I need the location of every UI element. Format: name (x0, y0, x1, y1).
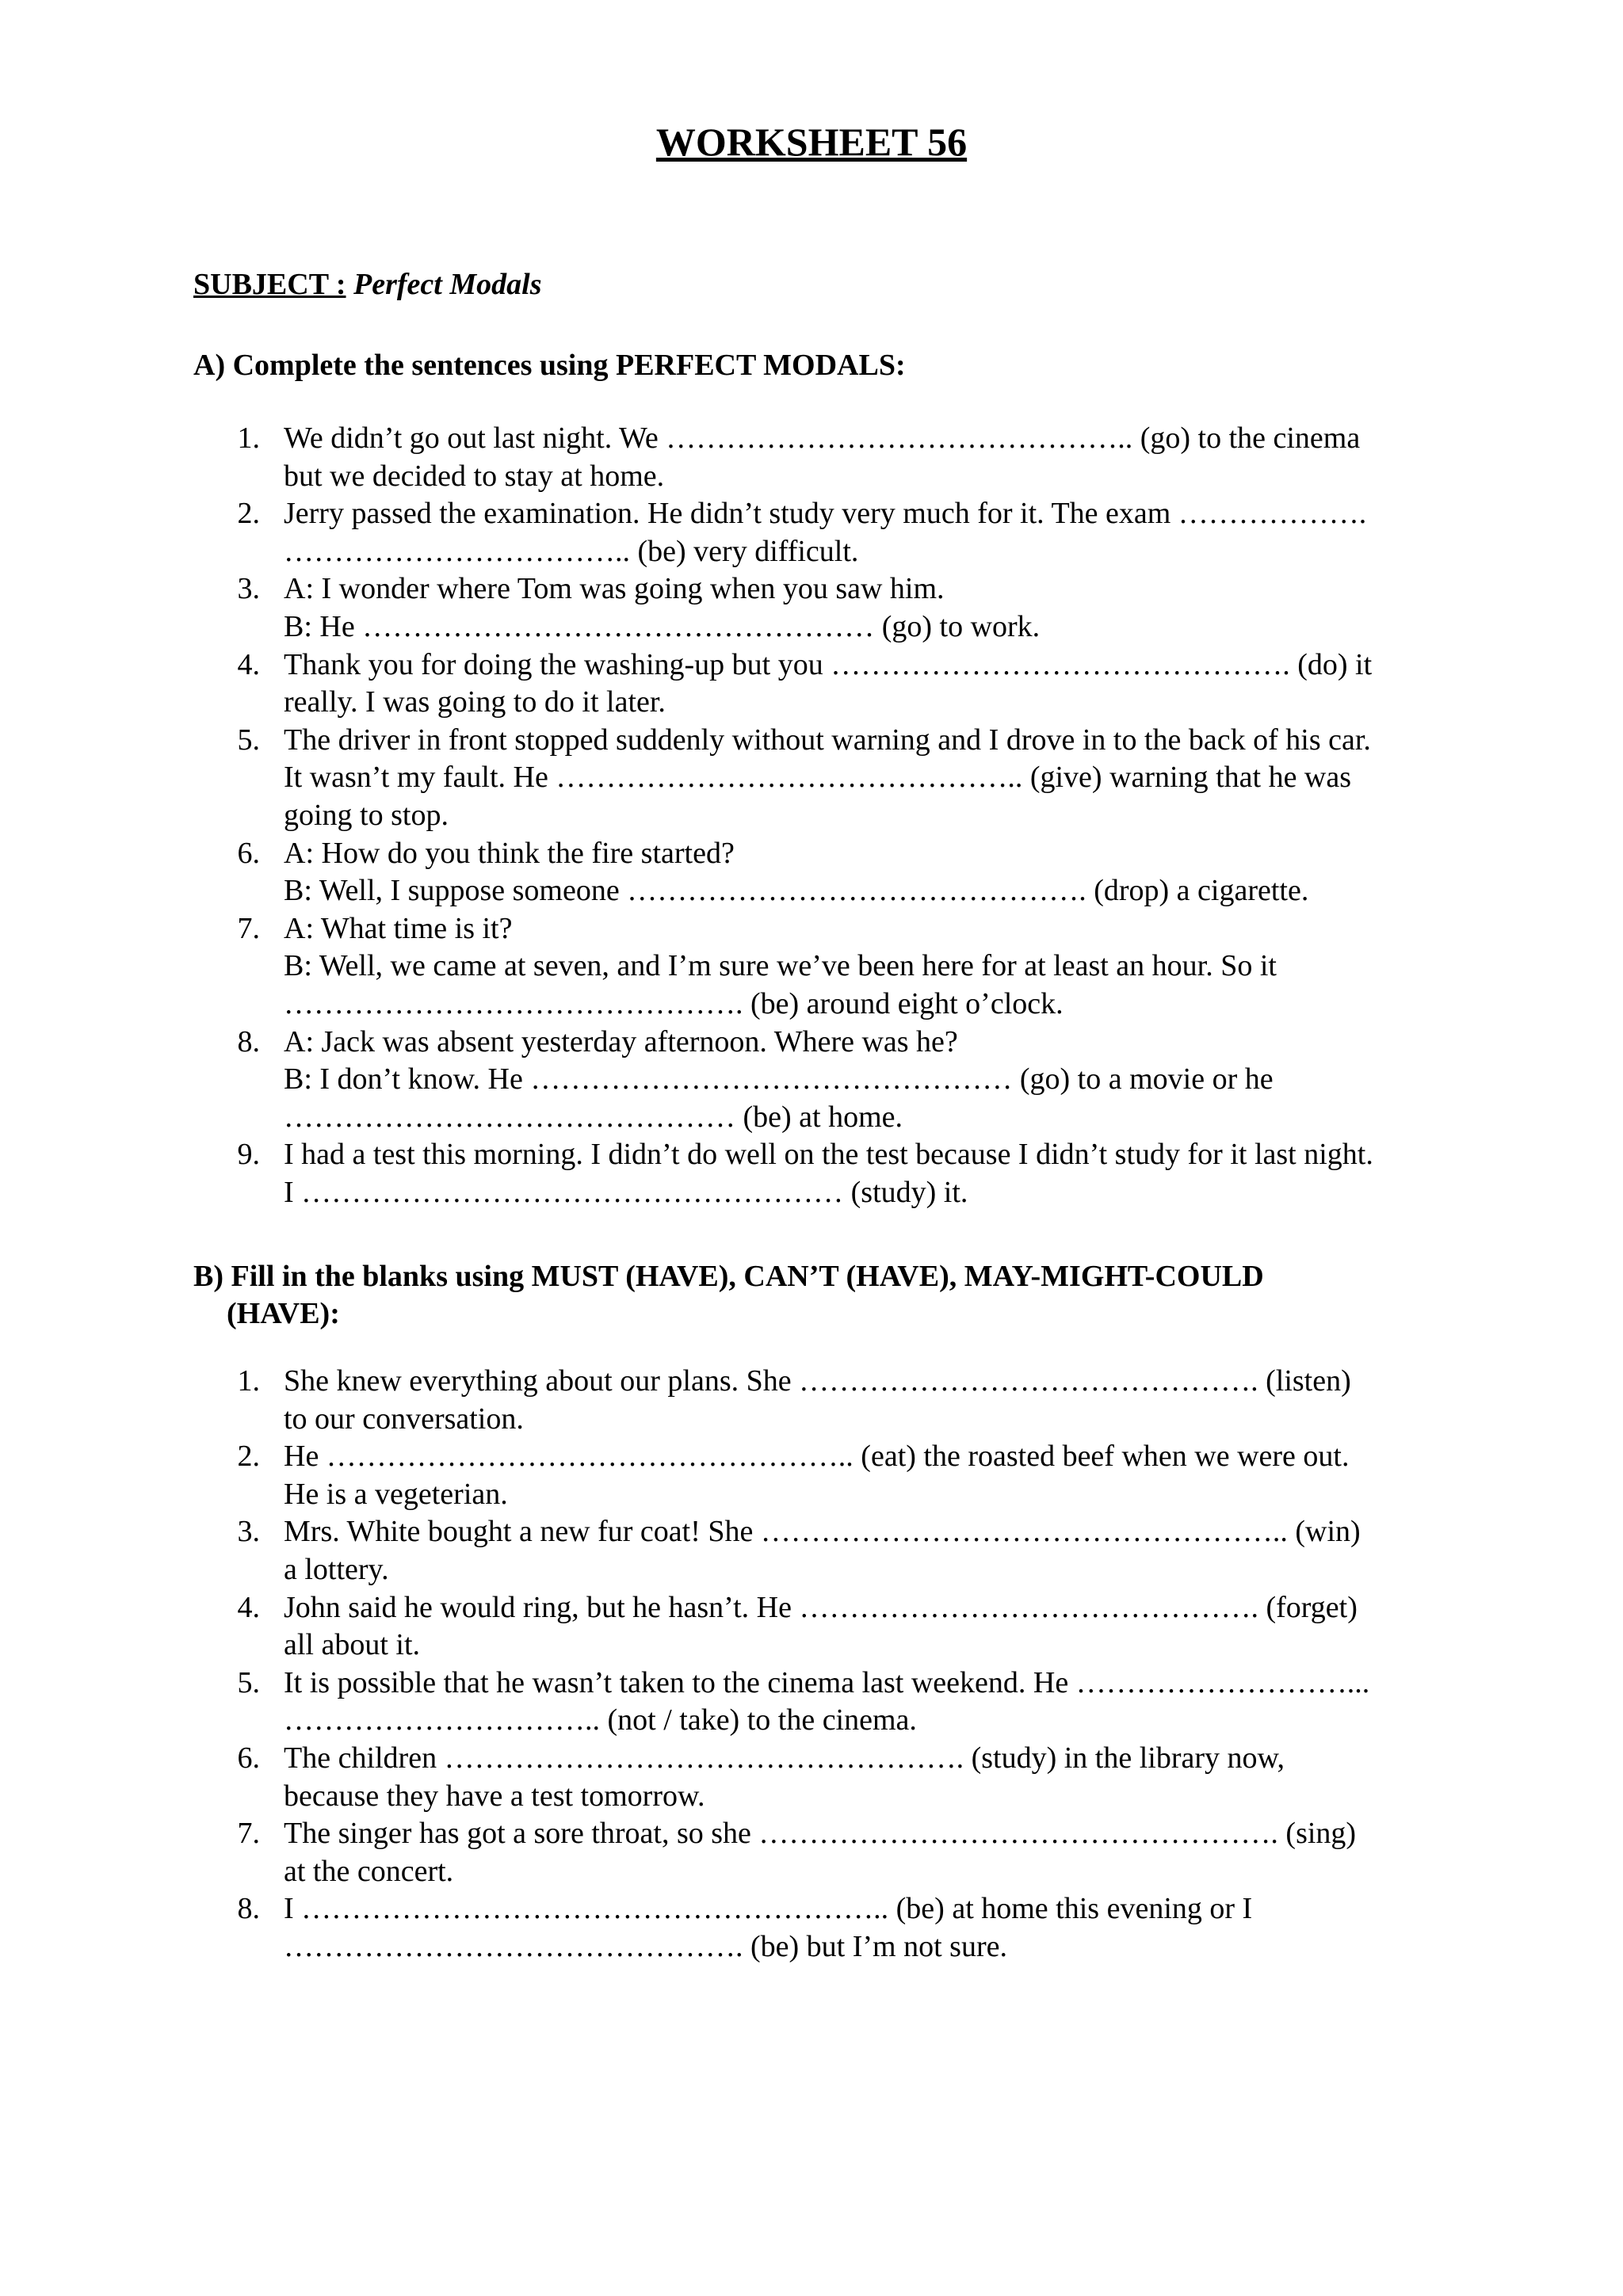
item-text (284, 1024, 1623, 1137)
item-number: 8. (237, 1892, 260, 1926)
item-text-line: Mrs. White bought a new fur coat! She …………………………………………….. (win) (284, 1515, 1361, 1549)
exercise-item (0, 495, 1623, 570)
item-text (284, 1438, 1623, 1513)
item-text-line: The children ……………………………………………. (study) in the library now, (284, 1741, 1285, 1775)
item-number: 4. (237, 647, 260, 681)
item-text-line: all about it. (284, 1628, 421, 1662)
item-text-line: She knew everything about our plans. She ………………………………………. (listen) (284, 1364, 1351, 1398)
item-text (284, 1665, 1623, 1740)
exercise-item (0, 420, 1623, 495)
item-text-line: A: Jack was absent yesterday afternoon. Where was he? (284, 1024, 958, 1058)
item-text-line: ………………………….. (not / take) to the cinema. (284, 1703, 917, 1737)
item-number: 5. (237, 723, 260, 757)
item-text (284, 1589, 1623, 1665)
exercise-item (0, 646, 1623, 722)
subject-value: Perfect Modals (353, 268, 542, 301)
exercise-item (0, 1815, 1623, 1890)
subject-label: SUBJECT : (193, 268, 346, 301)
item-text-line: Jerry passed the examination. He didn’t study very much for it. The exam ………………. (284, 497, 1367, 531)
exercise-item (0, 722, 1623, 835)
item-text (284, 1136, 1623, 1211)
section-b-heading-line1: B) Fill in the blanks using MUST (HAVE), CAN’T (HAVE), MAY-MIGHT-COULD (193, 1260, 1264, 1293)
item-text (284, 1513, 1623, 1589)
item-number: 1. (237, 1364, 260, 1398)
item-text-line: A: I wonder where Tom was going when you saw him. (284, 572, 945, 606)
section-b-heading (193, 1258, 1264, 1333)
item-number: 5. (237, 1665, 260, 1699)
item-text-line: A: How do you think the fire started? (284, 836, 735, 870)
item-text-line: B: Well, I suppose someone ………………………………………. (drop) a cigarette. (284, 874, 1309, 908)
section-a-heading: A) Complete the sentences using PERFECT MODALS: (193, 349, 906, 382)
item-text-line: It is possible that he wasn’t taken to the cinema last weekend. He ………………………... (284, 1665, 1370, 1699)
item-text-line: a lottery. (284, 1552, 389, 1586)
item-text-line: but we decided to stay at home. (284, 459, 665, 493)
item-text-line: He is a vegeterian. (284, 1477, 508, 1511)
item-text-line: I ………………………………………………….. (be) at home this evening or I (284, 1892, 1253, 1926)
item-text-line: B: He …………………………………………… (go) to work. (284, 609, 1041, 643)
item-text (284, 420, 1623, 495)
item-text-line: really. I was going to do it later. (284, 685, 666, 719)
page-title: WORKSHEET 56 (655, 120, 968, 164)
item-text-line: at the concert. (284, 1854, 454, 1888)
item-text-line: He …………………………………………….. (eat) the roasted beef when we were out. (284, 1440, 1350, 1474)
exercise-item (0, 1136, 1623, 1211)
section-b-heading-line2: (HAVE): (227, 1297, 340, 1330)
item-text (284, 835, 1623, 910)
item-text (284, 1890, 1623, 1966)
item-text (284, 570, 1623, 646)
item-text-line: John said he would ring, but he hasn’t. He ………………………………………. (forget) (284, 1590, 1358, 1624)
item-text (284, 1363, 1623, 1438)
item-text (284, 495, 1623, 570)
item-text-line: ………………………………………. (be) around eight o’clock. (284, 986, 1064, 1020)
item-text (284, 910, 1623, 1024)
item-number: 3. (237, 1515, 260, 1549)
exercise-item (0, 1589, 1623, 1665)
item-number: 2. (237, 1440, 260, 1474)
item-text-line: B: Well, we came at seven, and I’m sure we’ve been here for at least an hour. So it (284, 949, 1277, 983)
item-text-line: It wasn’t my fault. He ……………………………………….. (give) warning that he was (284, 761, 1352, 795)
item-text (284, 1815, 1623, 1890)
item-number: 1. (237, 421, 260, 455)
item-text-line: Thank you for doing the washing-up but you ………………………………………. (do) it (284, 647, 1373, 681)
section-b-list (0, 1363, 1623, 1966)
exercise-item (0, 910, 1623, 1024)
item-text-line: to our conversation. (284, 1402, 524, 1436)
item-text-line: ………………………………………. (be) but I’m not sure. (284, 1929, 1007, 1963)
item-number: 7. (237, 1817, 260, 1851)
item-text-line: The driver in front stopped suddenly without warning and I drove in to the back of his car. (284, 723, 1371, 757)
item-text (284, 1740, 1623, 1815)
item-text-line: The singer has got a sore throat, so she ……………………………………………. (sing) (284, 1817, 1357, 1851)
item-number: 6. (237, 1741, 260, 1775)
exercise-item (0, 835, 1623, 910)
item-number: 3. (237, 572, 260, 606)
item-number: 7. (237, 911, 260, 945)
item-text-line: A: What time is it? (284, 911, 513, 945)
exercise-item (0, 1363, 1623, 1438)
section-a-list (0, 420, 1623, 1211)
subject-line (193, 266, 541, 303)
item-number: 6. (237, 836, 260, 870)
item-text (284, 722, 1623, 835)
item-text-line: because they have a test tomorrow. (284, 1779, 705, 1813)
exercise-item (0, 570, 1623, 646)
exercise-item (0, 1438, 1623, 1513)
exercise-item (0, 1513, 1623, 1589)
exercise-item (0, 1665, 1623, 1740)
item-text (284, 646, 1623, 722)
item-text-line: ……………………………………… (be) at home. (284, 1100, 903, 1134)
item-text-line: I had a test this morning. I didn’t do well on the test because I didn’t study for it last night. (284, 1138, 1373, 1172)
item-text-line: …………………………….. (be) very difficult. (284, 534, 859, 568)
item-number: 9. (237, 1138, 260, 1172)
item-number: 2. (237, 497, 260, 531)
item-text-line: I ……………………………………………… (study) it. (284, 1175, 968, 1209)
exercise-item (0, 1024, 1623, 1137)
item-text-line: going to stop. (284, 798, 449, 832)
exercise-item (0, 1740, 1623, 1815)
item-text-line: We didn’t go out last night. We ……………………………………….. (go) to the cinema (284, 421, 1361, 455)
exercise-item (0, 1890, 1623, 1966)
item-number: 8. (237, 1024, 260, 1058)
item-text-line: B: I don’t know. He ………………………………………… (go) to a movie or he (284, 1062, 1274, 1097)
item-number: 4. (237, 1590, 260, 1624)
